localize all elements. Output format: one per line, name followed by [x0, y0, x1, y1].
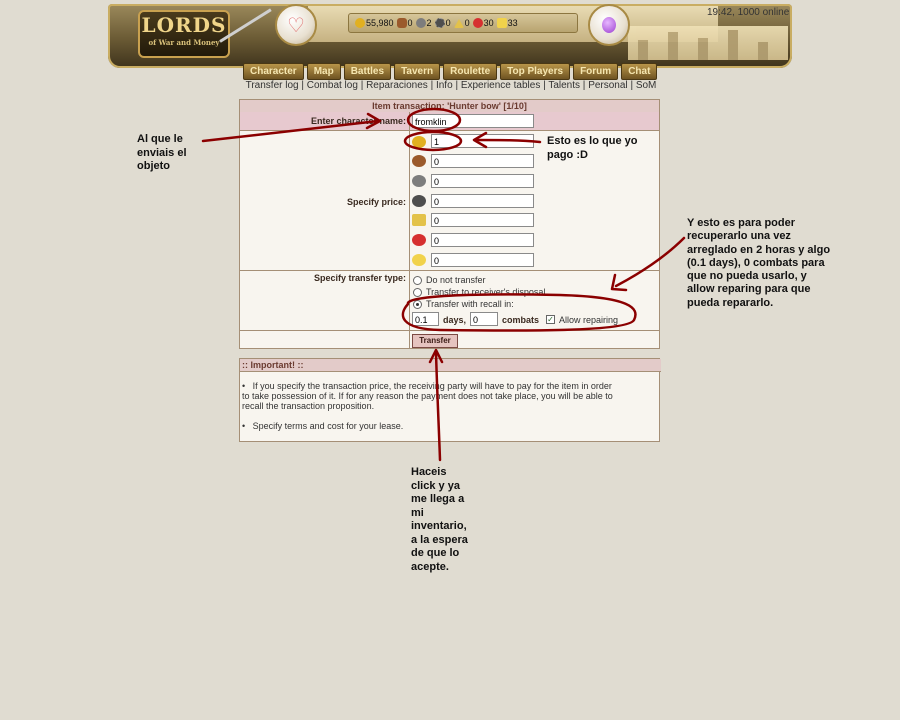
- important-line-3: recall the transaction proposition.: [242, 401, 375, 411]
- combats-label: combats: [502, 315, 540, 325]
- allow-repairing-label: Allow repairing: [559, 315, 619, 325]
- important-title: :: Important! ::: [240, 359, 661, 372]
- price-crystal-input[interactable]: 0: [431, 233, 534, 247]
- option-receiver-disposal: Transfer to receiver's disposal: [426, 287, 546, 297]
- sulfur-icon: [412, 214, 426, 226]
- nav-forum[interactable]: Forum: [573, 63, 618, 80]
- mercury-icon: [412, 195, 426, 207]
- online-status: 19:42, 1000 online: [707, 7, 790, 18]
- link-info[interactable]: Info: [435, 80, 453, 91]
- resource-bar: [348, 13, 578, 33]
- logo-title: LORDS: [141, 13, 227, 37]
- annotation-right: Y esto es para poder recuperarlo una vez arreglado en 2 horas y algo (0.1 days), 0 combats para que no pueda usarlo, y allow reparing para que pueda repararlo.: [687, 217, 831, 309]
- price-gems-input[interactable]: 0: [431, 253, 534, 267]
- price-sulfur-input[interactable]: 0: [431, 213, 534, 227]
- nav-map[interactable]: Map: [307, 63, 341, 80]
- gold-icon: [355, 18, 365, 28]
- price-wood-input[interactable]: 0: [431, 154, 534, 168]
- crystal-icon: [473, 18, 483, 28]
- resource-gems: 33: [497, 18, 518, 28]
- character-name-input[interactable]: fromklin: [412, 114, 534, 128]
- radio-receiver-disposal[interactable]: [413, 288, 422, 297]
- radio-transfer-with-recall[interactable]: [413, 300, 422, 309]
- link-combat-log[interactable]: Combat log: [306, 80, 358, 91]
- price-label: Specify price:: [346, 197, 406, 207]
- price-ore-input[interactable]: 0: [431, 174, 534, 188]
- link-experience-tables[interactable]: Experience tables: [460, 80, 541, 91]
- allow-repairing-checkbox[interactable]: ✓: [547, 315, 554, 324]
- resource-gold: 55,980: [355, 18, 394, 28]
- castle-image: [628, 26, 788, 60]
- recall-days-input[interactable]: 0.1: [412, 312, 439, 326]
- wood-icon: [412, 155, 426, 167]
- important-line-1: • If you specify the transaction price, the receiving party will have to pay for the item in order: [242, 381, 612, 391]
- radio-do-not-transfer[interactable]: [413, 276, 422, 285]
- gems-icon: [412, 254, 426, 266]
- link-som[interactable]: SoM: [635, 80, 657, 91]
- resource-wood: 0: [397, 18, 413, 28]
- option-transfer-with-recall: Transfer with recall in:: [426, 299, 514, 309]
- transfer-button[interactable]: Transfer: [412, 334, 458, 348]
- form-title: Item transaction: 'Hunter bow' [1/10]: [240, 100, 659, 113]
- lords-logo[interactable]: [138, 10, 230, 58]
- nav-roulette[interactable]: Roulette: [443, 63, 497, 80]
- link-reparaciones[interactable]: Reparaciones: [366, 80, 428, 91]
- annotation-bottom: Haceis click y ya me llega a mi inventario, a la espera de que lo acepte.: [411, 466, 468, 573]
- link-transfer-log[interactable]: Transfer log: [245, 80, 299, 91]
- annotation-left: Al que le enviais el objeto: [137, 133, 187, 172]
- nav-chat[interactable]: Chat: [621, 63, 657, 80]
- option-do-not-transfer: Do not transfer: [426, 275, 486, 285]
- resource-crystal: 30: [473, 18, 494, 28]
- ore-icon: [416, 18, 426, 28]
- ore-icon: [412, 175, 426, 187]
- mercury-icon: [435, 18, 445, 28]
- recall-combats-input[interactable]: 0: [470, 312, 498, 326]
- resource-mercury: 0: [435, 18, 451, 28]
- important-box: [239, 358, 660, 442]
- important-line-2: to take possession of it. If for any reason the payment does not take place, you will be able to: [242, 391, 613, 401]
- important-line-4: • Specify terms and cost for your lease.: [242, 421, 404, 431]
- mana-orb-icon: [588, 4, 630, 46]
- gems-icon: [497, 18, 507, 28]
- price-mercury-input[interactable]: 0: [431, 194, 534, 208]
- wood-icon: [397, 18, 407, 28]
- price-gold-input[interactable]: 1: [431, 134, 534, 148]
- transfer-type-label: Specify transfer type:: [313, 273, 406, 283]
- sulfur-icon: [454, 19, 464, 28]
- nav-battles[interactable]: Battles: [344, 63, 391, 80]
- main-nav: [243, 63, 657, 78]
- sub-links: Transfer log | Combat log | Reparaciones | Info | Experience tables | Talents | Personal | SoM: [245, 80, 657, 91]
- link-talents[interactable]: Talents: [548, 80, 581, 91]
- days-label: days,: [443, 315, 467, 325]
- link-personal[interactable]: Personal: [588, 80, 628, 91]
- annotation-price: Esto es lo que yo pago :D: [547, 135, 638, 161]
- nav-tavern[interactable]: Tavern: [394, 63, 440, 80]
- health-orb-icon: ♡: [275, 4, 317, 46]
- resource-sulfur: 0: [454, 18, 470, 28]
- name-label: Enter character name:: [310, 116, 406, 126]
- nav-top-players[interactable]: Top Players: [500, 63, 570, 80]
- logo-subtitle: of War and Money: [148, 38, 220, 47]
- gold-icon: [412, 136, 426, 148]
- crystal-icon: [412, 234, 426, 246]
- resource-ore: 2: [416, 18, 432, 28]
- nav-character[interactable]: Character: [243, 63, 304, 80]
